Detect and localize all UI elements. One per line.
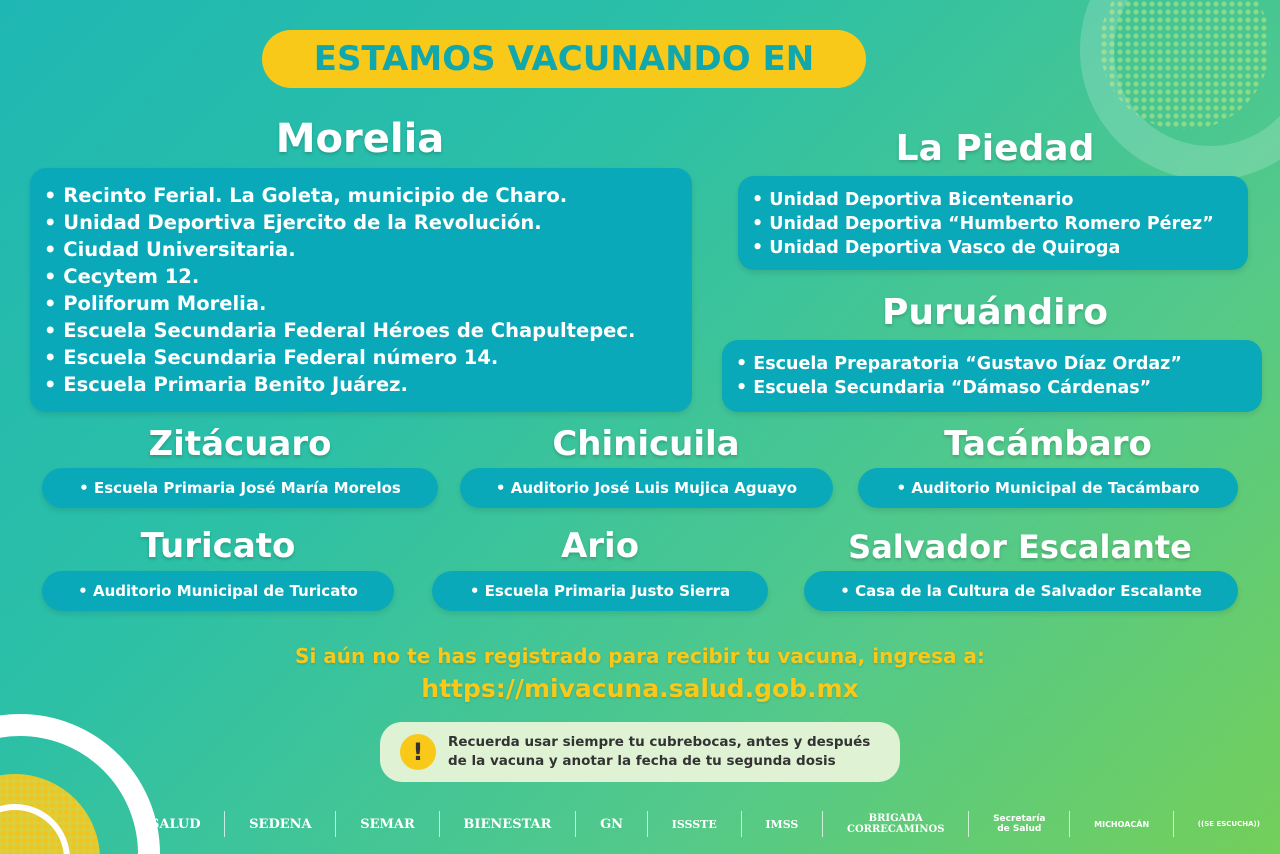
- logo-michoacan: MICHOACÁN: [1094, 819, 1150, 829]
- location-item: • Escuela Secundaria Federal Héroes de Chapultepec.: [44, 317, 692, 344]
- headline-banner: ESTAMOS VACUNANDO EN: [262, 30, 866, 88]
- location-item: • Unidad Deportiva “Humberto Romero Pérez”: [752, 212, 1248, 236]
- logo-salud: SALUD: [150, 816, 201, 832]
- reminder-line-2: de la vacuna y anotar la fecha de tu segunda dosis: [448, 753, 836, 769]
- location-item: • Escuela Secundaria “Dámaso Cárdenas”: [736, 376, 1262, 400]
- logo-michoacan-se-escucha: ((SE ESCUCHA)): [1197, 820, 1260, 828]
- logo-sedena: SEDENA: [249, 816, 312, 832]
- logo-secretaria-de-salud: Secretaría de Salud: [993, 814, 1046, 834]
- logo-divider: [647, 811, 648, 837]
- logo-issste: ISSSTE: [671, 817, 717, 831]
- logo-divider: [439, 811, 440, 837]
- sponsor-logos-bar: [150, 804, 1260, 844]
- logo-divider: [1069, 811, 1070, 837]
- logo-divider: [1173, 811, 1174, 837]
- register-url[interactable]: https://mivacuna.salud.gob.mx: [421, 674, 859, 703]
- locations-box-la-piedad: [738, 176, 1248, 270]
- location-pill-turicato: • Auditorio Municipal de Turicato: [42, 571, 394, 611]
- location-item: • Escuela Secundaria Federal número 14.: [44, 344, 692, 371]
- locations-box-puruandiro: [722, 340, 1262, 412]
- logo-imss: IMSS: [765, 817, 799, 831]
- reminder-line-1: Recuerda usar siempre tu cubrebocas, antes y después: [448, 734, 871, 750]
- location-item: • Escuela Preparatoria “Gustavo Díaz Ordaz”: [736, 352, 1262, 376]
- city-title-salvador-escalante: Salvador Escalante: [848, 528, 1192, 566]
- location-pill-tacambaro: • Auditorio Municipal de Tacámbaro: [858, 468, 1238, 508]
- location-item: • Recinto Ferial. La Goleta, municipio de Charo.: [44, 182, 692, 209]
- logo-divider: [822, 811, 823, 837]
- city-title-turicato: Turicato: [140, 526, 296, 566]
- logo-semar: SEMAR: [360, 816, 415, 832]
- location-pill-zitacuaro: • Escuela Primaria José María Morelos: [42, 468, 438, 508]
- logo-divider: [224, 811, 225, 837]
- location-item: • Cecytem 12.: [44, 263, 692, 290]
- city-title-tacambaro: Tacámbaro: [944, 424, 1152, 464]
- logo-bienestar: BIENESTAR: [463, 816, 552, 832]
- location-pill-ario: • Escuela Primaria Justo Sierra: [432, 571, 768, 611]
- location-item: • Unidad Deportiva Bicentenario: [752, 188, 1248, 212]
- city-title-zitacuaro: Zitácuaro: [148, 424, 332, 464]
- city-title-ario: Ario: [560, 526, 640, 566]
- logo-divider: [968, 811, 969, 837]
- logo-divider: [335, 811, 336, 837]
- reminder-text: [448, 733, 870, 771]
- logo-divider: [741, 811, 742, 837]
- location-item: • Escuela Primaria Benito Juárez.: [44, 371, 692, 398]
- reminder-box: [380, 722, 900, 782]
- city-title-puruandiro: Puruándiro: [882, 292, 1108, 333]
- city-title-morelia: Morelia: [275, 116, 445, 162]
- city-title-la-piedad: La Piedad: [895, 128, 1095, 169]
- logo-brigada-correcaminos: BRIGADA CORRECAMINOS: [846, 813, 945, 835]
- location-item: • Unidad Deportiva Vasco de Quiroga: [752, 236, 1248, 260]
- city-title-chinicuila: Chinicuila: [552, 424, 740, 464]
- location-pill-salvador-escalante: • Casa de la Cultura de Salvador Escalante: [804, 571, 1238, 611]
- location-item: • Ciudad Universitaria.: [44, 236, 692, 263]
- location-item: • Poliforum Morelia.: [44, 290, 692, 317]
- logo-divider: [575, 811, 576, 837]
- register-text: Si aún no te has registrado para recibir tu vacuna, ingresa a:: [295, 644, 985, 668]
- exclamation-icon: !: [400, 734, 436, 770]
- logo-gn: GN: [600, 816, 624, 832]
- location-pill-chinicuila: • Auditorio José Luis Mujica Aguayo: [460, 468, 833, 508]
- location-item: • Unidad Deportiva Ejercito de la Revolución.: [44, 209, 692, 236]
- locations-box-morelia: [30, 168, 692, 412]
